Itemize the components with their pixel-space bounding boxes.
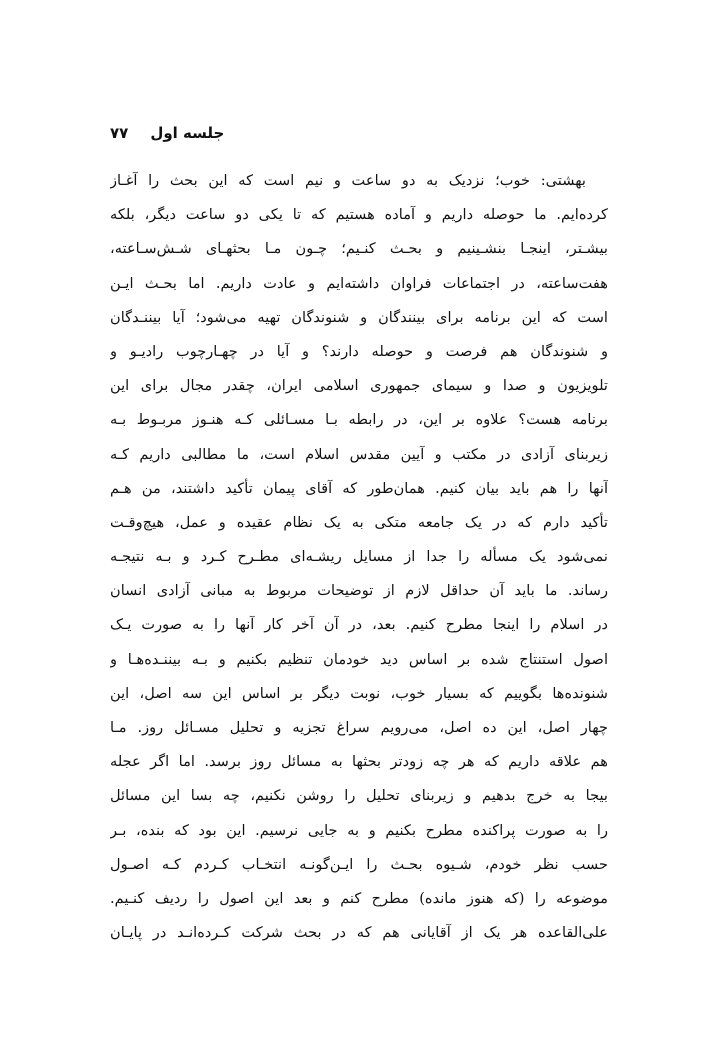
text-line: اصول استنتاج شده بر اساس دید خودمان تنظیم بکنیم و بـه بیننـده‌هـا و [110, 650, 608, 668]
text-line: تأکید دارم که در یک جامعه متکی به یک نظام عقیده و عمل، هیچ‌وقـت [110, 513, 608, 531]
text-line: بهشتی: خوب؛ نزدیک به دو ساعت و نیم است که این بحث را آغـاز [110, 172, 586, 189]
text-line: شنونده‌ها بگوییم که بسیار خوب، نوبت دیگر بر اساس این سه اصل، این [110, 684, 608, 702]
text-line: کرده‌ایم. ما حوصله داریم و آماده هستیم که تا یکی دو ساعت دیگر، بلکه [110, 206, 608, 224]
running-title: جلسه اول [150, 124, 225, 142]
page-number: ۷۷ [110, 124, 129, 142]
text-line: بیشـتر، اینجـا بنشـینیم و بحـث کنـیم؛ چـون مـا بحثهـای شـش‌سـاعته، [110, 240, 608, 258]
text-line: علی‌القاعده هر یک از آقایانی هم که در بحث شرکت کـرده‌انـد در پایـان [110, 924, 608, 942]
running-header [110, 121, 608, 145]
text-line: در اسلام را اینجا مطرح کنیم. بعد، در آن آخر کار آنها را به صورت یـک [110, 616, 608, 634]
text-line: را به صورت پراکنده مطرح بکنیم و به جایی نرسیم. این بود که بنده، بـر [110, 821, 608, 839]
text-line: حسب نظر خودم، شـیوه بحـث را ایـن‌گونـه انتخـاب کـردم کـه اصـول [110, 855, 608, 873]
text-line: است که این برنامه برای بینندگان و شنوندگان تهیه می‌شود؛ آیا بیننـدگان [110, 308, 608, 326]
text-line: هفت‌ساعته، در اجتماعات فراوان داشته‌ایم و عادت داریم. اما بحـث ایـن [110, 274, 608, 292]
text-line: نمی‌شود یک مسأله را جدا از مسایل ریشـه‌ای مطـرح کـرد و بـه نتیجـه [110, 548, 608, 566]
text-line: هم علاقه داریم که هر چه زودتر بحثها به مسائل روز برسد. اما اگر عجله [110, 753, 608, 771]
body-text [110, 164, 608, 950]
text-line: آنها را هم باید بیان کنیم. همان‌طور که آقای پیمان تأکید داشتند، من هـم [110, 479, 608, 497]
text-line: بیجا به خرج بدهیم و زیربنای تحلیل را روشن نکنیم، چه بسا این مسائل [110, 787, 608, 805]
text-line: برنامه هست؟ علاوه بر این، در رابطه بـا مسـائلی کـه هنـوز مربـوط بـه [110, 411, 608, 429]
text-line: رساند. ما باید آن حداقل لازم از توضیحات مربوط به مبانی آزادی انسان [110, 582, 608, 600]
text-line: تلویزیون و صدا و سیمای جمهوری اسلامی ایران، چقدر مجال برای این [110, 377, 608, 395]
text-line: زیربنای آزادی در مکتب و آیین مقدس اسلام است، ما مطالبی داریم کـه [110, 445, 608, 463]
text-line: موضوعه را (که هنوز مانده) مطرح کنم و بعد این اصول را ردیف کنـیم. [110, 889, 608, 907]
text-line: چهار اصل، این ده اصل، می‌رویم سراغ تجزیه و تحلیل مسـائل روز. مـا [110, 719, 608, 736]
text-line: و شنوندگان هم فرصت و حوصله دارند؟ و آیا در چهـارچوب رادیـو و [110, 342, 608, 360]
